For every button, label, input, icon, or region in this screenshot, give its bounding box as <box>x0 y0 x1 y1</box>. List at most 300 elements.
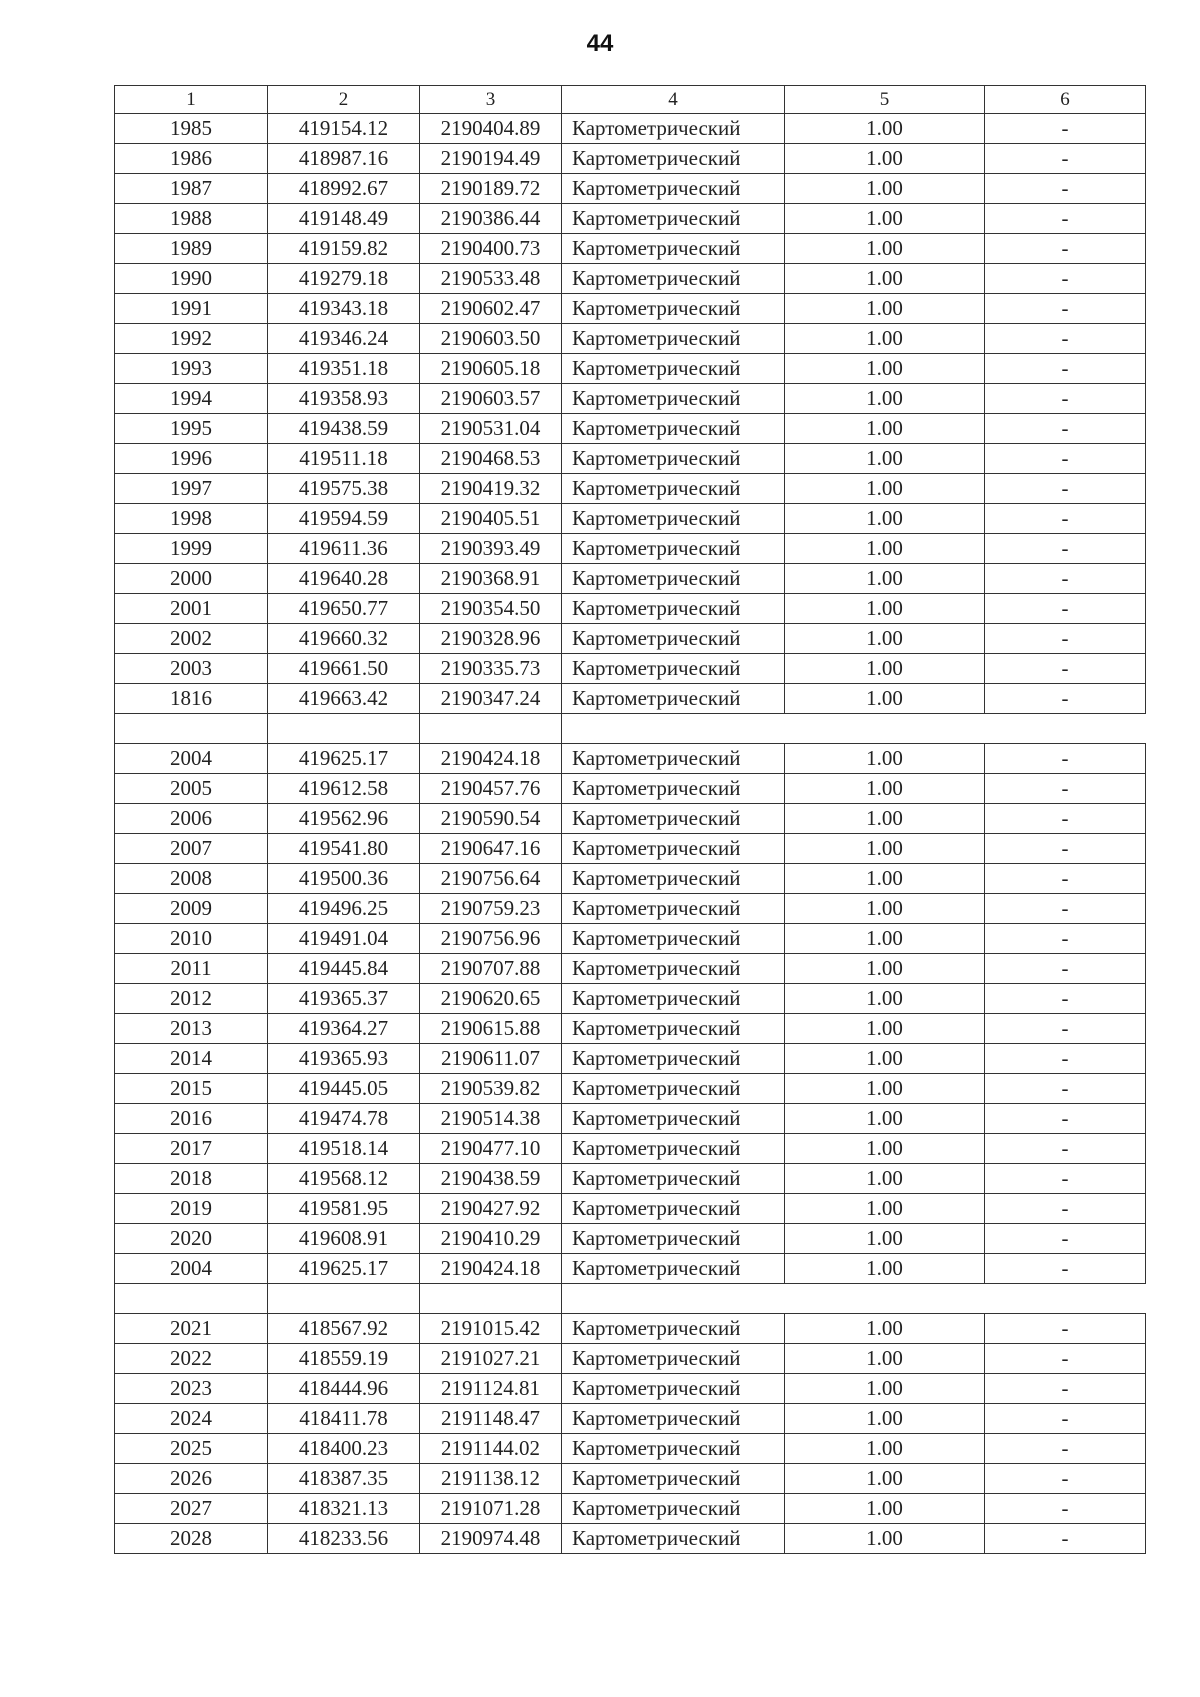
note-cell: - <box>985 684 1146 714</box>
accuracy-cell: 1.00 <box>785 234 985 264</box>
note-cell: - <box>985 864 1146 894</box>
x-coordinate-cell: 419650.77 <box>268 594 420 624</box>
method-cell: Картометрический <box>562 624 785 654</box>
note-cell: - <box>985 354 1146 384</box>
x-coordinate-cell: 419612.58 <box>268 774 420 804</box>
note-cell: - <box>985 534 1146 564</box>
method-cell: Картометрический <box>562 864 785 894</box>
note-cell: - <box>985 504 1146 534</box>
note-cell: - <box>985 804 1146 834</box>
x-coordinate-cell: 419511.18 <box>268 444 420 474</box>
table-row <box>115 1404 1146 1434</box>
method-cell: Картометрический <box>562 1494 785 1524</box>
point-number-cell: 2014 <box>115 1044 268 1074</box>
table-row <box>115 654 1146 684</box>
accuracy-cell: 1.00 <box>785 1254 985 1284</box>
table-row <box>115 114 1146 144</box>
y-coordinate-cell: 2190531.04 <box>420 414 562 444</box>
table-row <box>115 1434 1146 1464</box>
y-coordinate-cell: 2190539.82 <box>420 1074 562 1104</box>
note-cell: - <box>985 174 1146 204</box>
table-row <box>115 1164 1146 1194</box>
note-cell: - <box>985 144 1146 174</box>
note-cell: - <box>985 1104 1146 1134</box>
method-cell: Картометрический <box>562 534 785 564</box>
x-coordinate-cell: 419562.96 <box>268 804 420 834</box>
x-coordinate-cell: 419365.93 <box>268 1044 420 1074</box>
y-coordinate-cell: 2190611.07 <box>420 1044 562 1074</box>
x-coordinate-cell: 418444.96 <box>268 1374 420 1404</box>
accuracy-cell: 1.00 <box>785 1074 985 1104</box>
x-coordinate-cell: 419663.42 <box>268 684 420 714</box>
note-cell: - <box>985 774 1146 804</box>
x-coordinate-cell: 419491.04 <box>268 924 420 954</box>
x-coordinate-cell: 418987.16 <box>268 144 420 174</box>
table-row <box>115 384 1146 414</box>
table-row <box>115 144 1146 174</box>
method-cell: Картометрический <box>562 264 785 294</box>
y-coordinate-cell: 2190620.65 <box>420 984 562 1014</box>
accuracy-cell: 1.00 <box>785 474 985 504</box>
y-coordinate-cell: 2190615.88 <box>420 1014 562 1044</box>
method-cell: Картометрический <box>562 894 785 924</box>
point-number-cell: 1992 <box>115 324 268 354</box>
point-number-cell: 2000 <box>115 564 268 594</box>
point-number-cell: 2027 <box>115 1494 268 1524</box>
accuracy-cell: 1.00 <box>785 294 985 324</box>
accuracy-cell: 1.00 <box>785 354 985 384</box>
method-cell: Картометрический <box>562 384 785 414</box>
table-row <box>115 1224 1146 1254</box>
table-header-row <box>115 86 1146 114</box>
point-number-cell: 2026 <box>115 1464 268 1494</box>
note-cell: - <box>985 294 1146 324</box>
y-coordinate-cell: 2190457.76 <box>420 774 562 804</box>
column-header: 1 <box>115 86 268 114</box>
point-number-cell: 2022 <box>115 1344 268 1374</box>
contour-separator-row <box>115 1284 1146 1314</box>
y-coordinate-cell: 2190603.50 <box>420 324 562 354</box>
point-number-cell: 2023 <box>115 1374 268 1404</box>
y-coordinate-cell: 2190427.92 <box>420 1194 562 1224</box>
note-cell: - <box>985 1194 1146 1224</box>
contour-separator-row <box>115 714 1146 744</box>
point-number-cell: 2011 <box>115 954 268 984</box>
note-cell: - <box>985 834 1146 864</box>
method-cell: Картометрический <box>562 744 785 774</box>
table-row <box>115 1374 1146 1404</box>
table-row <box>115 1134 1146 1164</box>
point-number-cell: 2024 <box>115 1404 268 1434</box>
table-row <box>115 984 1146 1014</box>
y-coordinate-cell: 2190335.73 <box>420 654 562 684</box>
separator-cell <box>115 714 268 744</box>
accuracy-cell: 1.00 <box>785 1494 985 1524</box>
method-cell: Картометрический <box>562 1524 785 1554</box>
y-coordinate-cell: 2190647.16 <box>420 834 562 864</box>
method-cell: Картометрический <box>562 1164 785 1194</box>
point-number-cell: 2018 <box>115 1164 268 1194</box>
accuracy-cell: 1.00 <box>785 594 985 624</box>
accuracy-cell: 1.00 <box>785 654 985 684</box>
separator-cell <box>420 1284 562 1314</box>
x-coordinate-cell: 419445.05 <box>268 1074 420 1104</box>
accuracy-cell: 1.00 <box>785 264 985 294</box>
y-coordinate-cell: 2190419.32 <box>420 474 562 504</box>
point-number-cell: 1816 <box>115 684 268 714</box>
table-row <box>115 204 1146 234</box>
y-coordinate-cell: 2190410.29 <box>420 1224 562 1254</box>
point-number-cell: 2005 <box>115 774 268 804</box>
y-coordinate-cell: 2190189.72 <box>420 174 562 204</box>
x-coordinate-cell: 419568.12 <box>268 1164 420 1194</box>
accuracy-cell: 1.00 <box>785 1524 985 1554</box>
method-cell: Картометрический <box>562 564 785 594</box>
table-row <box>115 684 1146 714</box>
table-row <box>115 444 1146 474</box>
x-coordinate-cell: 418400.23 <box>268 1434 420 1464</box>
method-cell: Картометрический <box>562 954 785 984</box>
note-cell: - <box>985 114 1146 144</box>
separator-cell <box>562 1284 1146 1314</box>
method-cell: Картометрический <box>562 1464 785 1494</box>
accuracy-cell: 1.00 <box>785 1434 985 1464</box>
method-cell: Картометрический <box>562 654 785 684</box>
accuracy-cell: 1.00 <box>785 1404 985 1434</box>
accuracy-cell: 1.00 <box>785 744 985 774</box>
y-coordinate-cell: 2190424.18 <box>420 1254 562 1284</box>
y-coordinate-cell: 2190347.24 <box>420 684 562 714</box>
table-row <box>115 1014 1146 1044</box>
method-cell: Картометрический <box>562 1134 785 1164</box>
note-cell: - <box>985 474 1146 504</box>
y-coordinate-cell: 2190438.59 <box>420 1164 562 1194</box>
method-cell: Картометрический <box>562 504 785 534</box>
note-cell: - <box>985 414 1146 444</box>
method-cell: Картометрический <box>562 294 785 324</box>
accuracy-cell: 1.00 <box>785 1464 985 1494</box>
accuracy-cell: 1.00 <box>785 1044 985 1074</box>
method-cell: Картометрический <box>562 594 785 624</box>
x-coordinate-cell: 419351.18 <box>268 354 420 384</box>
method-cell: Картометрический <box>562 324 785 354</box>
note-cell: - <box>985 204 1146 234</box>
point-number-cell: 2010 <box>115 924 268 954</box>
accuracy-cell: 1.00 <box>785 804 985 834</box>
point-number-cell: 1987 <box>115 174 268 204</box>
table-row <box>115 234 1146 264</box>
accuracy-cell: 1.00 <box>785 1164 985 1194</box>
table-row <box>115 1344 1146 1374</box>
accuracy-cell: 1.00 <box>785 204 985 234</box>
x-coordinate-cell: 419343.18 <box>268 294 420 324</box>
accuracy-cell: 1.00 <box>785 1014 985 1044</box>
note-cell: - <box>985 1134 1146 1164</box>
method-cell: Картометрический <box>562 1014 785 1044</box>
note-cell: - <box>985 1314 1146 1344</box>
table-row <box>115 354 1146 384</box>
point-number-cell: 1999 <box>115 534 268 564</box>
column-header: 2 <box>268 86 420 114</box>
x-coordinate-cell: 419279.18 <box>268 264 420 294</box>
table-row <box>115 534 1146 564</box>
method-cell: Картометрический <box>562 1434 785 1464</box>
accuracy-cell: 1.00 <box>785 1224 985 1254</box>
y-coordinate-cell: 2191027.21 <box>420 1344 562 1374</box>
point-number-cell: 1991 <box>115 294 268 324</box>
point-number-cell: 2025 <box>115 1434 268 1464</box>
y-coordinate-cell: 2190756.64 <box>420 864 562 894</box>
note-cell: - <box>985 1074 1146 1104</box>
x-coordinate-cell: 419365.37 <box>268 984 420 1014</box>
point-number-cell: 2004 <box>115 1254 268 1284</box>
point-number-cell: 2020 <box>115 1224 268 1254</box>
accuracy-cell: 1.00 <box>785 864 985 894</box>
table-row <box>115 1254 1146 1284</box>
table-row <box>115 1464 1146 1494</box>
x-coordinate-cell: 419500.36 <box>268 864 420 894</box>
method-cell: Картометрический <box>562 1254 785 1284</box>
accuracy-cell: 1.00 <box>785 894 985 924</box>
method-cell: Картометрический <box>562 1194 785 1224</box>
accuracy-cell: 1.00 <box>785 444 985 474</box>
separator-cell <box>420 714 562 744</box>
accuracy-cell: 1.00 <box>785 504 985 534</box>
accuracy-cell: 1.00 <box>785 414 985 444</box>
method-cell: Картометрический <box>562 924 785 954</box>
table-row <box>115 474 1146 504</box>
y-coordinate-cell: 2190354.50 <box>420 594 562 624</box>
separator-cell <box>268 714 420 744</box>
column-header: 6 <box>985 86 1146 114</box>
column-header: 5 <box>785 86 985 114</box>
y-coordinate-cell: 2190590.54 <box>420 804 562 834</box>
accuracy-cell: 1.00 <box>785 174 985 204</box>
note-cell: - <box>985 444 1146 474</box>
y-coordinate-cell: 2190477.10 <box>420 1134 562 1164</box>
x-coordinate-cell: 419541.80 <box>268 834 420 864</box>
y-coordinate-cell: 2190400.73 <box>420 234 562 264</box>
point-number-cell: 2021 <box>115 1314 268 1344</box>
table-row <box>115 294 1146 324</box>
y-coordinate-cell: 2190424.18 <box>420 744 562 774</box>
y-coordinate-cell: 2190605.18 <box>420 354 562 384</box>
point-number-cell: 2004 <box>115 744 268 774</box>
y-coordinate-cell: 2190404.89 <box>420 114 562 144</box>
table-row <box>115 744 1146 774</box>
table-row <box>115 924 1146 954</box>
method-cell: Картометрический <box>562 1374 785 1404</box>
accuracy-cell: 1.00 <box>785 984 985 1014</box>
x-coordinate-cell: 419594.59 <box>268 504 420 534</box>
x-coordinate-cell: 419148.49 <box>268 204 420 234</box>
note-cell: - <box>985 894 1146 924</box>
point-number-cell: 2016 <box>115 1104 268 1134</box>
table-row <box>115 1314 1146 1344</box>
table-row <box>115 954 1146 984</box>
note-cell: - <box>985 984 1146 1014</box>
page-number: 44 <box>586 30 614 57</box>
note-cell: - <box>985 324 1146 354</box>
accuracy-cell: 1.00 <box>785 624 985 654</box>
point-number-cell: 1986 <box>115 144 268 174</box>
x-coordinate-cell: 419575.38 <box>268 474 420 504</box>
y-coordinate-cell: 2190603.57 <box>420 384 562 414</box>
point-number-cell: 2009 <box>115 894 268 924</box>
x-coordinate-cell: 418321.13 <box>268 1494 420 1524</box>
table-body <box>115 86 1146 1554</box>
point-number-cell: 2006 <box>115 804 268 834</box>
x-coordinate-cell: 419445.84 <box>268 954 420 984</box>
method-cell: Картометрический <box>562 774 785 804</box>
note-cell: - <box>985 1464 1146 1494</box>
method-cell: Картометрический <box>562 1404 785 1434</box>
accuracy-cell: 1.00 <box>785 834 985 864</box>
x-coordinate-cell: 419625.17 <box>268 1254 420 1284</box>
x-coordinate-cell: 418233.56 <box>268 1524 420 1554</box>
point-number-cell: 2015 <box>115 1074 268 1104</box>
note-cell: - <box>985 1044 1146 1074</box>
table-row <box>115 834 1146 864</box>
x-coordinate-cell: 419474.78 <box>268 1104 420 1134</box>
accuracy-cell: 1.00 <box>785 1104 985 1134</box>
x-coordinate-cell: 419438.59 <box>268 414 420 444</box>
y-coordinate-cell: 2190759.23 <box>420 894 562 924</box>
note-cell: - <box>985 654 1146 684</box>
x-coordinate-cell: 418387.35 <box>268 1464 420 1494</box>
note-cell: - <box>985 384 1146 414</box>
x-coordinate-cell: 419358.93 <box>268 384 420 414</box>
note-cell: - <box>985 264 1146 294</box>
x-coordinate-cell: 419346.24 <box>268 324 420 354</box>
point-number-cell: 1985 <box>115 114 268 144</box>
y-coordinate-cell: 2190393.49 <box>420 534 562 564</box>
table-row <box>115 564 1146 594</box>
y-coordinate-cell: 2190707.88 <box>420 954 562 984</box>
y-coordinate-cell: 2191144.02 <box>420 1434 562 1464</box>
x-coordinate-cell: 418992.67 <box>268 174 420 204</box>
point-number-cell: 2008 <box>115 864 268 894</box>
note-cell: - <box>985 1164 1146 1194</box>
y-coordinate-cell: 2190194.49 <box>420 144 562 174</box>
accuracy-cell: 1.00 <box>785 1194 985 1224</box>
table-row <box>115 264 1146 294</box>
method-cell: Картометрический <box>562 444 785 474</box>
y-coordinate-cell: 2191124.81 <box>420 1374 562 1404</box>
table-row <box>115 1494 1146 1524</box>
note-cell: - <box>985 1524 1146 1554</box>
y-coordinate-cell: 2191015.42 <box>420 1314 562 1344</box>
point-number-cell: 1993 <box>115 354 268 384</box>
method-cell: Картометрический <box>562 984 785 1014</box>
note-cell: - <box>985 594 1146 624</box>
x-coordinate-cell: 419364.27 <box>268 1014 420 1044</box>
method-cell: Картометрический <box>562 1044 785 1074</box>
method-cell: Картометрический <box>562 1104 785 1134</box>
note-cell: - <box>985 924 1146 954</box>
x-coordinate-cell: 418567.92 <box>268 1314 420 1344</box>
note-cell: - <box>985 624 1146 654</box>
y-coordinate-cell: 2190756.96 <box>420 924 562 954</box>
accuracy-cell: 1.00 <box>785 144 985 174</box>
accuracy-cell: 1.00 <box>785 1314 985 1344</box>
method-cell: Картометрический <box>562 204 785 234</box>
x-coordinate-cell: 419640.28 <box>268 564 420 594</box>
x-coordinate-cell: 418559.19 <box>268 1344 420 1374</box>
point-number-cell: 2019 <box>115 1194 268 1224</box>
x-coordinate-cell: 419496.25 <box>268 894 420 924</box>
point-number-cell: 2001 <box>115 594 268 624</box>
column-header: 4 <box>562 86 785 114</box>
x-coordinate-cell: 419608.91 <box>268 1224 420 1254</box>
y-coordinate-cell: 2190328.96 <box>420 624 562 654</box>
accuracy-cell: 1.00 <box>785 1374 985 1404</box>
point-number-cell: 1996 <box>115 444 268 474</box>
method-cell: Картометрический <box>562 684 785 714</box>
note-cell: - <box>985 1434 1146 1464</box>
accuracy-cell: 1.00 <box>785 324 985 354</box>
table-row <box>115 774 1146 804</box>
point-number-cell: 1998 <box>115 504 268 534</box>
table-row <box>115 1104 1146 1134</box>
table-row <box>115 504 1146 534</box>
separator-cell <box>562 714 1146 744</box>
note-cell: - <box>985 1014 1146 1044</box>
accuracy-cell: 1.00 <box>785 564 985 594</box>
table-row <box>115 594 1146 624</box>
method-cell: Картометрический <box>562 414 785 444</box>
table-row <box>115 894 1146 924</box>
y-coordinate-cell: 2190602.47 <box>420 294 562 324</box>
method-cell: Картометрический <box>562 1314 785 1344</box>
x-coordinate-cell: 419159.82 <box>268 234 420 264</box>
table-row <box>115 624 1146 654</box>
point-number-cell: 2003 <box>115 654 268 684</box>
point-number-cell: 2012 <box>115 984 268 1014</box>
note-cell: - <box>985 1494 1146 1524</box>
table-row <box>115 1194 1146 1224</box>
y-coordinate-cell: 2191138.12 <box>420 1464 562 1494</box>
table-row <box>115 1044 1146 1074</box>
method-cell: Картометрический <box>562 1224 785 1254</box>
note-cell: - <box>985 234 1146 264</box>
method-cell: Картометрический <box>562 234 785 264</box>
method-cell: Картометрический <box>562 1344 785 1374</box>
point-number-cell: 2007 <box>115 834 268 864</box>
point-number-cell: 1990 <box>115 264 268 294</box>
y-coordinate-cell: 2190468.53 <box>420 444 562 474</box>
method-cell: Картометрический <box>562 174 785 204</box>
table-row <box>115 1074 1146 1104</box>
accuracy-cell: 1.00 <box>785 1134 985 1164</box>
table-row <box>115 1524 1146 1554</box>
y-coordinate-cell: 2191148.47 <box>420 1404 562 1434</box>
accuracy-cell: 1.00 <box>785 534 985 564</box>
accuracy-cell: 1.00 <box>785 1344 985 1374</box>
separator-cell <box>115 1284 268 1314</box>
method-cell: Картометрический <box>562 834 785 864</box>
y-coordinate-cell: 2190514.38 <box>420 1104 562 1134</box>
note-cell: - <box>985 744 1146 774</box>
method-cell: Картометрический <box>562 474 785 504</box>
coordinates-table <box>114 85 1146 1554</box>
accuracy-cell: 1.00 <box>785 924 985 954</box>
note-cell: - <box>985 1374 1146 1404</box>
x-coordinate-cell: 419581.95 <box>268 1194 420 1224</box>
y-coordinate-cell: 2190368.91 <box>420 564 562 594</box>
x-coordinate-cell: 419660.32 <box>268 624 420 654</box>
method-cell: Картометрический <box>562 1074 785 1104</box>
